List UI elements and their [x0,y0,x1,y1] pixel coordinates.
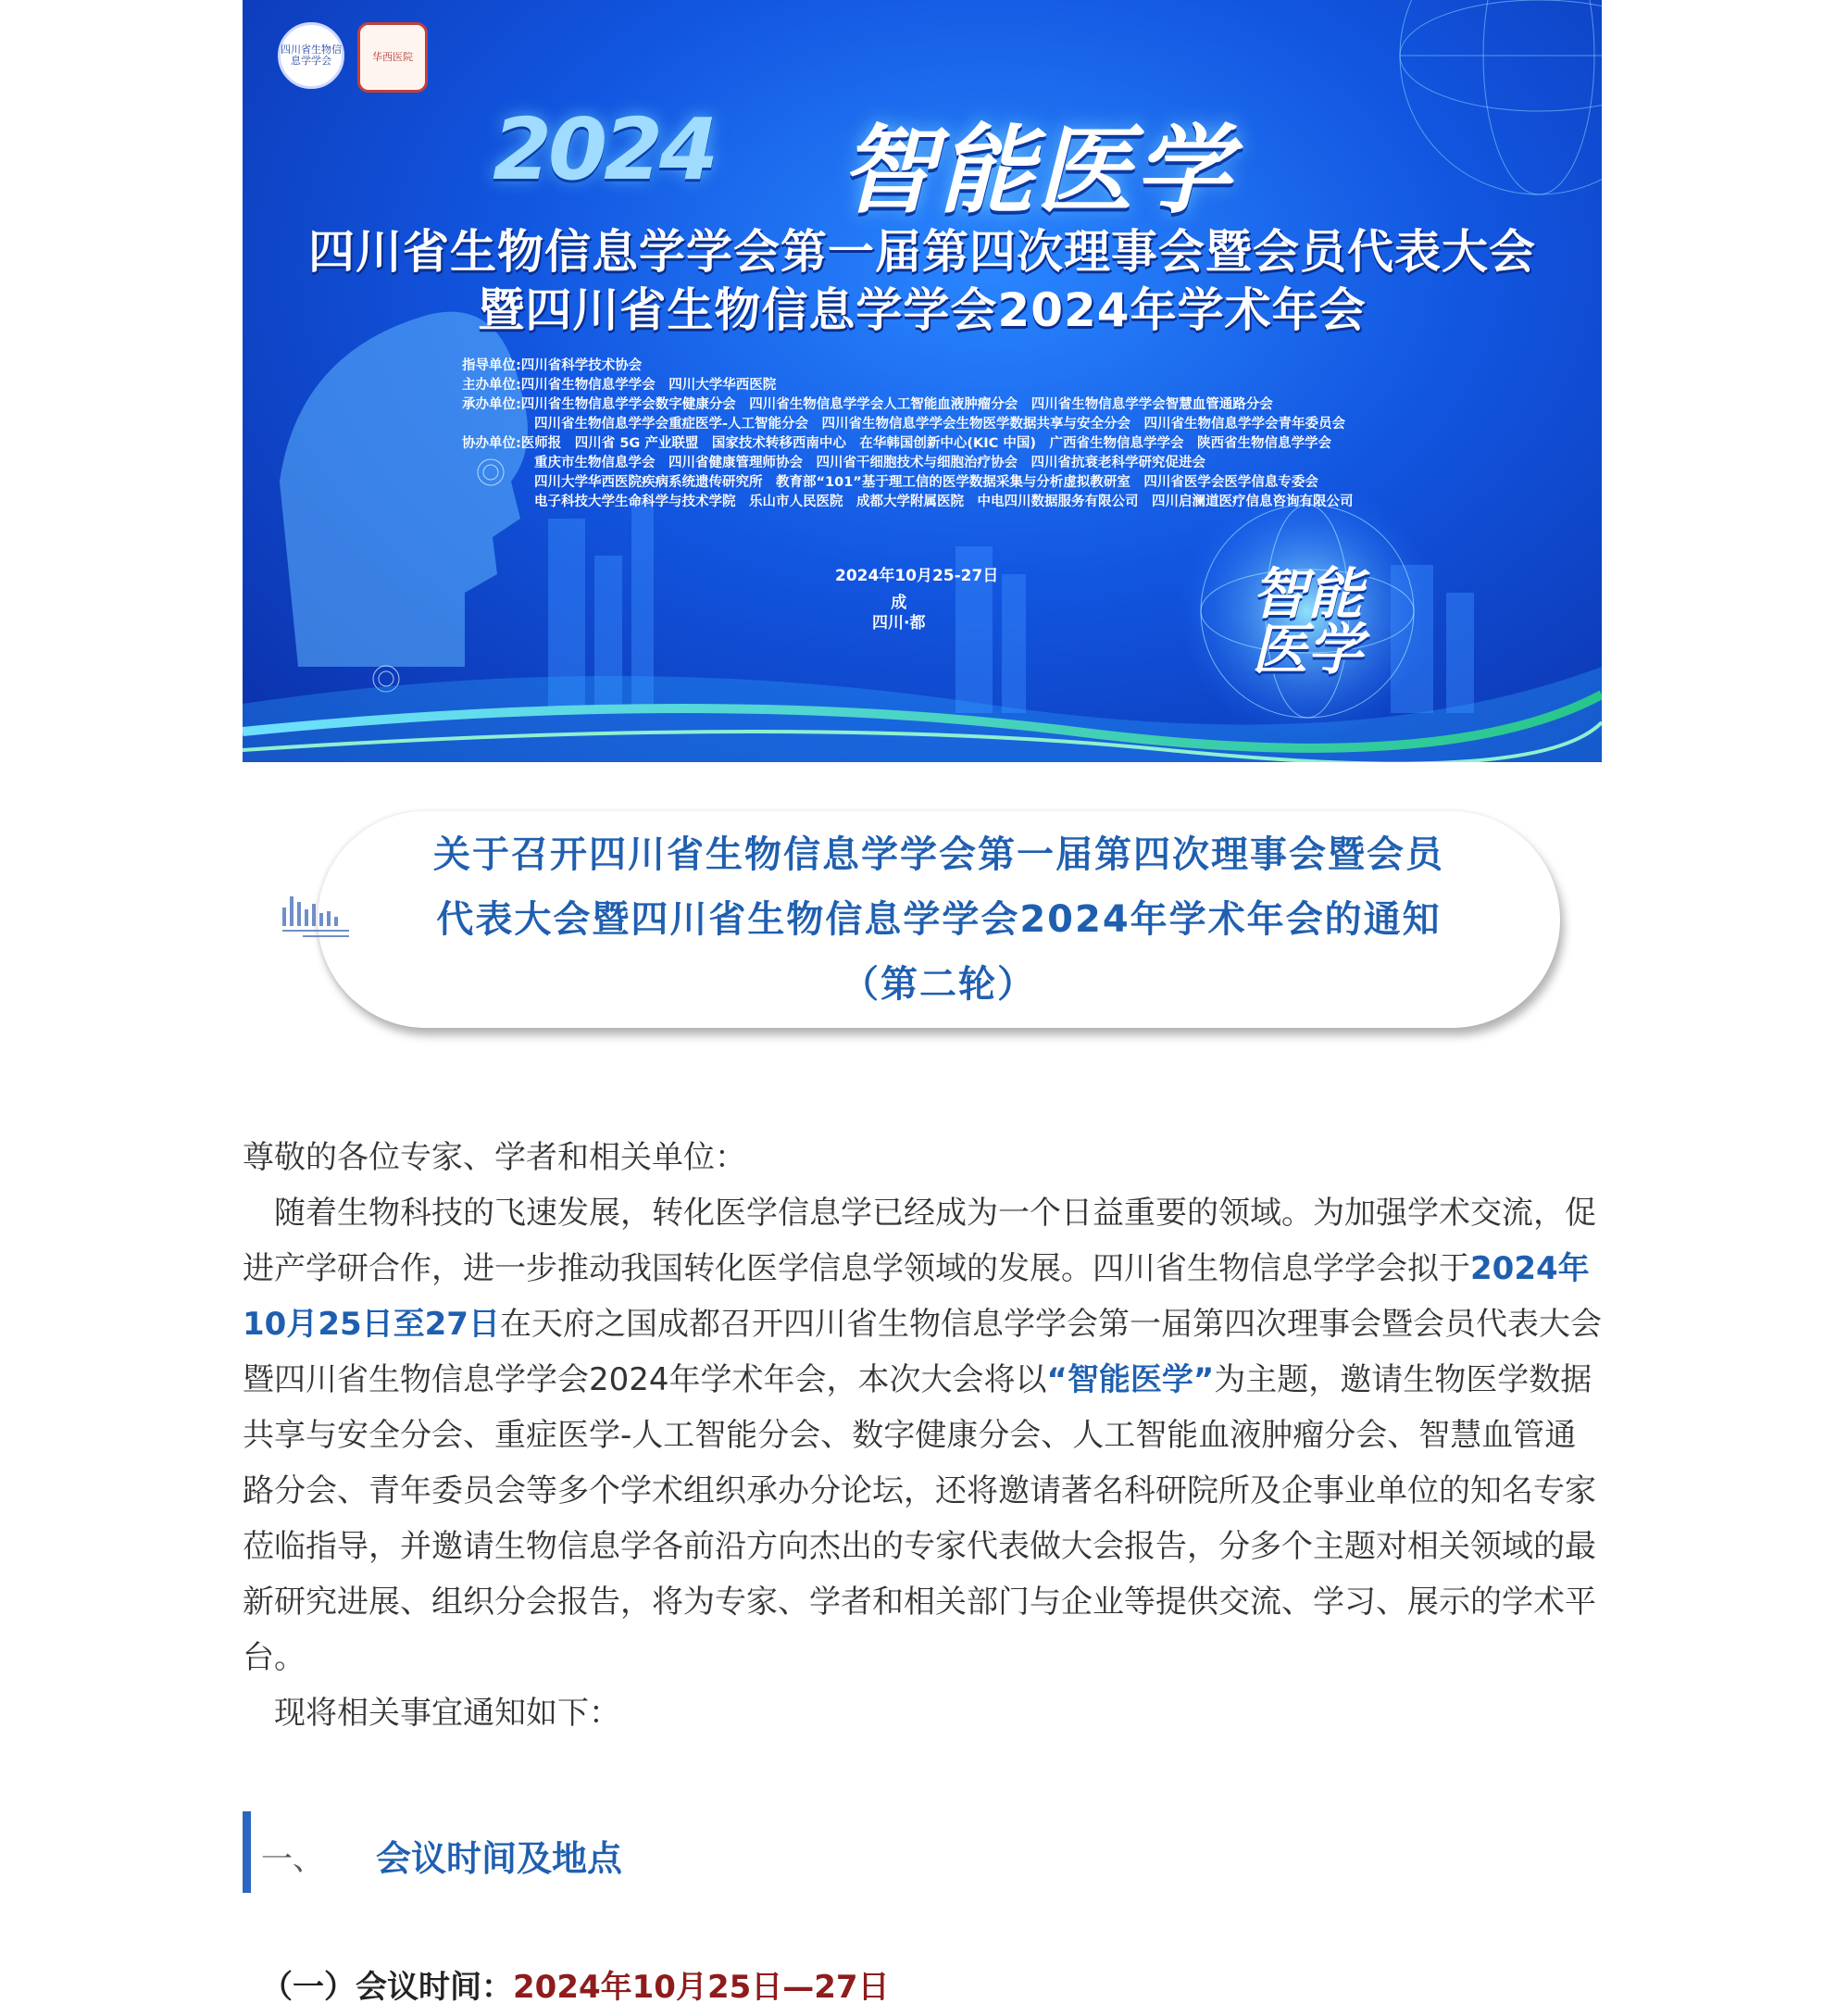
banner-theme: 智能医学 [840,114,1233,227]
notice-title-line1: 关于召开四川省生物信息学学会第一届第四次理事会暨会员 [433,833,1444,876]
banner-title-line2: 暨四川省生物信息学学会2024年学术年会 [478,283,1367,337]
notice-title-line2: 代表大会暨四川省生物信息学学会2024年学术年会的通知 [436,898,1442,941]
intro-paragraph [243,1185,1602,1685]
notice-title-line3: （第二轮） [842,963,1036,1006]
notice-body [243,1130,1602,1741]
banner-city-sub: 四川·都 [872,614,926,632]
intro-text-b: 在天府之国成都召开四川省生物信息学学会第一届第四次理事会暨会员代表大会暨四川省生物信息学学会2024年学术年会，本次大会将以 [243,1306,1602,1398]
section-title: 会议时间及地点 [376,1838,623,1879]
banner-title-line1: 四川省生物信息学学会第一届第四次理事会暨会员代表大会 [308,225,1536,279]
organizer-logos [278,22,428,93]
org-line: 主办单位:四川省生物信息学学会 四川大学华西医院 [462,378,777,393]
meeting-time-value: 2024年10月25日—27日 [513,1969,890,2006]
intro-text-c: 为主题，邀请生物医学数据共享与安全分会、重症医学-人工智能分会、数字健康分会、人工智能血液肿瘤分会、智慧血管通路分会、青年委员会等多个学术组织承办分论坛，还将邀请著名科研院所及企事业单位的知名专家莅临指导，并邀请生物信息学各前沿方向杰出的专家代表做大会报告，分多个主题对相关领域的最新研究进展、组织分会报告，将为专家、学者和相关部门与企业等提供交流、学习、展示的学术平台。 [243,1361,1596,1676]
org-line: 电子科技大学生命科学与技术学院 乐山市人民医院 成都大学附属医院 中电四川数据服务有限公司 四川启澜道医疗信息咨询有限公司 [534,495,1354,509]
section-number: 一、 [261,1841,324,1878]
org-line: 指导单位:四川省科学技术协会 [462,358,643,373]
globe-text-line1: 智能 [1252,562,1363,627]
banner-city [872,593,925,633]
org-line: 重庆市生物信息学会 四川省健康管理师协会 四川省干细胞技术与细胞治疗协会 四川省抗衰老科学研究促进会 [534,456,1205,470]
org-line: 四川省生物信息学学会重症医学-人工智能分会 四川省生物信息学学会生物医学数据共享与安全分会 四川省生物信息学学会青年委员会 [534,417,1346,432]
meeting-time-line [261,1961,890,2007]
section-accent-bar [243,1811,251,1893]
notice-lead-in: 现将相关事宜通知如下： [274,1695,620,1732]
banner-city-main: 成 [891,594,907,612]
event-banner [243,0,1602,762]
banner-year: 2024 [493,100,716,199]
banner-organizers [462,357,1434,512]
hospital-logo: 华西医院 [357,22,428,93]
greeting: 尊敬的各位专家、学者和相关单位： [243,1139,746,1176]
banner-globe-text [1252,562,1363,682]
org-line: 协办单位:医师报 四川省 5G 产业联盟 国家技术转移西南中心 在华韩国创新中心(KIC 中国) 广西省生物信息学学会 陕西省生物信息学学会 [462,436,1331,451]
society-logo: 四川省生物信息学学会 [278,22,344,89]
org-line: 四川大学华西医院疾病系统遗传研究所 教育部“101”基于理工信的医学数据采集与分析虚拟教研室 四川省医学会医学信息专委会 [534,475,1318,490]
banner-date: 2024年10月25-27日 [835,567,999,585]
meeting-date-highlight: 2024年10月25日至27日 [243,1250,1590,1343]
meeting-time-label: （一）会议时间： [261,1969,513,2006]
globe-text-line2: 医学 [1252,618,1363,682]
theme-highlight: “智能医学” [1046,1361,1215,1398]
org-line: 承办单位:四川省生物信息学学会数字健康分会 四川省生物信息学学会人工智能血液肿瘤分会 四川省生物信息学学会智慧血管通路分会 [462,397,1273,412]
intro-text-a: 随着生物科技的飞速发展，转化医学信息学已经成为一个日益重要的领域。为加强学术交流，促进产学研合作，进一步推动我国转化医学信息学领域的发展。四川省生物信息学学会拟于 [243,1195,1596,1287]
notice-title [318,822,1560,1017]
